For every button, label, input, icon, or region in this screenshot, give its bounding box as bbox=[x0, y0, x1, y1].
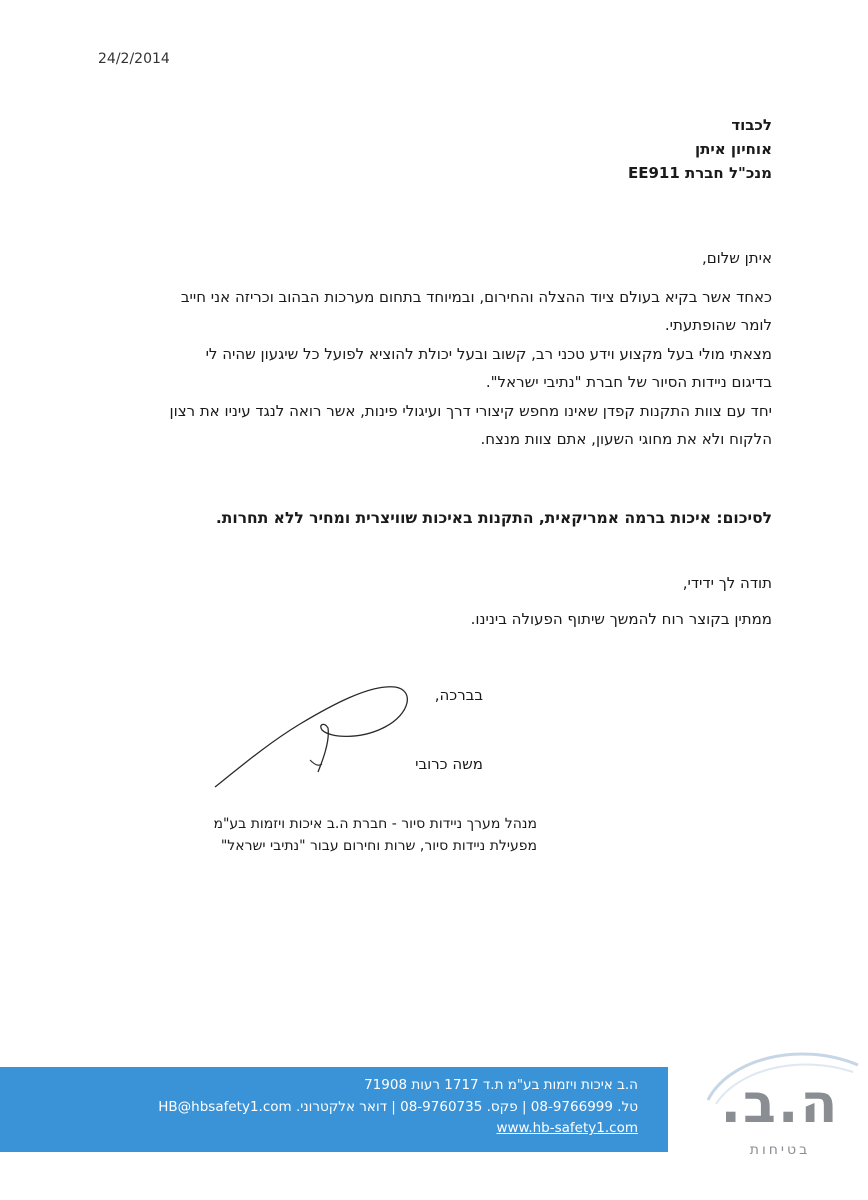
body-line: כאחד אשר בקיא בעולם ציוד ההצלה והחירום, ובמיוחד בתחום מערכות הבהוב וכריזה אני חייב bbox=[180, 287, 772, 306]
signer-name: משה כרובי bbox=[415, 755, 483, 773]
thanks-block bbox=[471, 565, 772, 637]
body-line: יחד עם צוות התקנות קפדן שאינו מחפש קיצורי דרך ועיגולי פינות, אשר רואה לנגד עיניו את רצון bbox=[169, 401, 772, 420]
letter-body bbox=[72, 244, 772, 454]
addressee-name: אוחיון איתן bbox=[694, 140, 772, 158]
closing-line: ממתין בקוצר רוח להמשך שיתוף הפעולה בינינו. bbox=[470, 610, 772, 628]
body-line: בדיגום ניידות הסיור של חברת "נתיבי ישראל". bbox=[485, 373, 772, 391]
signer-title-line: מנהל מערך ניידות סיור - חברת ה.ב איכות ויזמות בע"מ bbox=[213, 816, 537, 832]
body-line: לומר שהופתעתי. bbox=[664, 316, 772, 334]
signature-graphic bbox=[210, 672, 430, 802]
footer-address: ה.ב איכות ויזמות בע"מ ת.ד 1717 רעות 71908 bbox=[364, 1077, 638, 1093]
footer-contact-info bbox=[158, 1075, 638, 1140]
footer-website-link[interactable]: www.hb-safety1.com bbox=[496, 1120, 638, 1136]
body-line: הלקוח ולא את מחוגי השעון, אתם צוות מנצח. bbox=[480, 430, 772, 448]
addressee-salutation: לכבוד bbox=[731, 116, 772, 134]
letter-date: 24/2/2014 bbox=[98, 51, 170, 67]
addressee-block bbox=[628, 113, 772, 185]
blessing: בברכה, bbox=[434, 686, 483, 704]
thanks-line: תודה לך ידידי, bbox=[682, 574, 772, 592]
greeting: איתן שלום, bbox=[701, 249, 772, 267]
signer-title-line: מפעילת ניידות סיור, שרות וחירום עבור "נתיבי ישראל" bbox=[220, 838, 537, 854]
body-line: מצאתי מולי בעל מקצוע וידע טכני רב, קשוב ובעל יכולת להוציא לפועל כל שיגעון שהיה לי bbox=[205, 344, 772, 363]
company-logo: ה.ב. bbox=[720, 1072, 840, 1135]
footer-contact: טל. 08-9766999 | פקס. 08-9760735 | דואר אלקטרוני. HB@hbsafety1.com bbox=[158, 1098, 638, 1115]
signer-title-block bbox=[213, 813, 537, 857]
addressee-role: מנכ"ל חברת EE911 bbox=[627, 164, 772, 182]
logo-subtitle: בטיחות bbox=[749, 1142, 811, 1158]
summary-line: לסיכום: איכות ברמה אמריקאית, התקנות באיכות שוויצרית ומחיר ללא תחרות. bbox=[215, 509, 772, 527]
